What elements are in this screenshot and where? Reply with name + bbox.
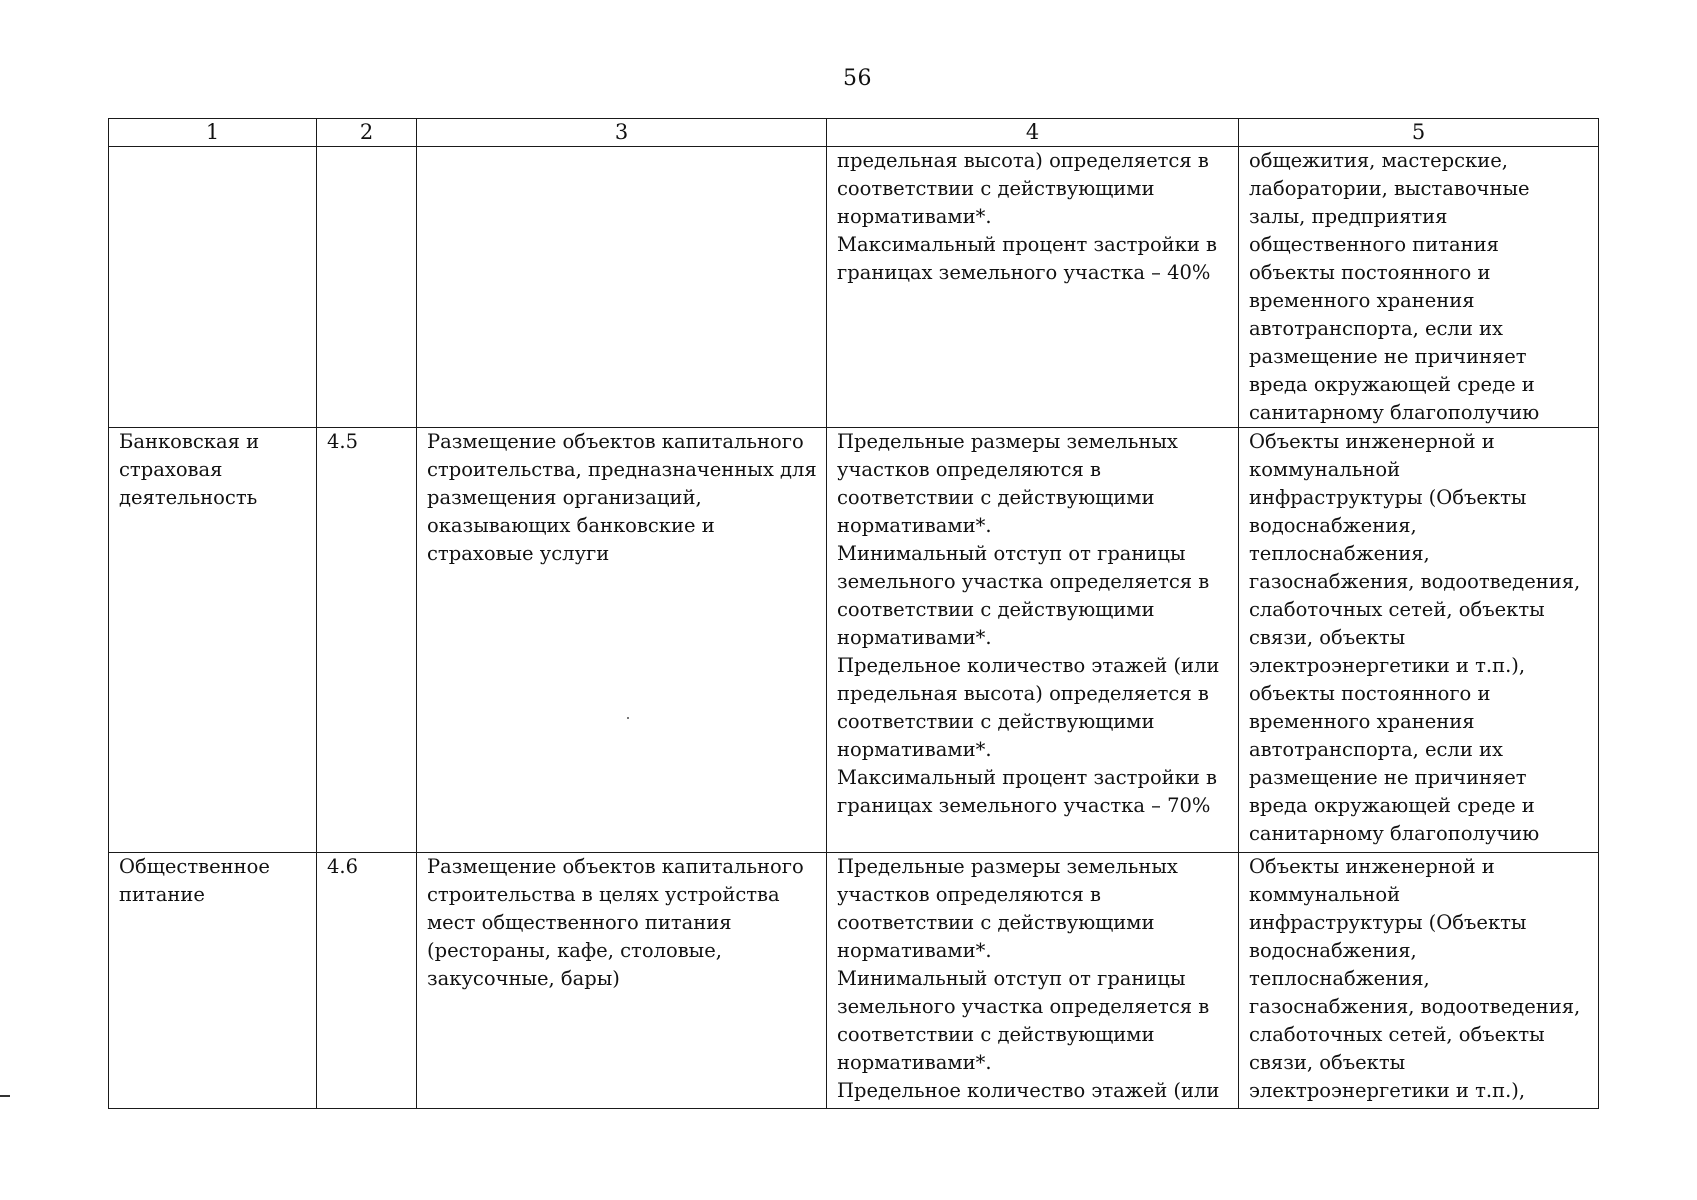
cell-text-line: соответствии с действующими (837, 598, 1155, 621)
cell-text-line: участков определяются в (837, 458, 1101, 481)
cell-text-line: вреда окружающей среде и (1249, 794, 1535, 817)
table-row (109, 147, 1599, 428)
cell-text-line: 4.6 (327, 855, 359, 878)
cell-text-line: нормативами*. (837, 1051, 992, 1074)
cell-text-line: строительства в целях устройства (427, 883, 780, 906)
cell-text-line: соответствии с действующими (837, 1023, 1155, 1046)
cell-text-line: объекты постоянного и (1249, 261, 1491, 284)
cell-text-line: лаборатории, выставочные (1249, 177, 1530, 200)
cell-text-line: связи, объекты (1249, 626, 1406, 649)
cell-text-line: теплоснабжения, (1249, 542, 1430, 565)
description-cell (417, 853, 827, 1109)
header-row (109, 119, 1599, 147)
cell-text-line: деятельность (119, 486, 258, 509)
cell-text-line: водоснабжения, (1249, 939, 1417, 962)
page-number: 56 (843, 66, 872, 91)
description-cell (417, 147, 827, 428)
cell-text-line: предельная высота) определяется в (837, 682, 1209, 705)
column-header-5: 5 (1239, 119, 1599, 147)
cell-text-line: границах земельного участка – 70% (837, 794, 1211, 817)
cell-text-line: Максимальный процент застройки в (837, 233, 1218, 256)
margin-mark (0, 1095, 10, 1097)
cell-text-line: оказывающих банковские и (427, 514, 715, 537)
cell-text-line: Общественное (119, 855, 270, 878)
cell-text-line: размещения организаций, (427, 486, 702, 509)
cell-text-line: нормативами*. (837, 514, 992, 537)
parameters-cell (827, 853, 1239, 1109)
cell-text-line: Предельные размеры земельных (837, 430, 1178, 453)
activity-name-cell (109, 853, 317, 1109)
cell-text-line: соответствии с действующими (837, 911, 1155, 934)
cell-text-line: Размещение объектов капитального (427, 855, 804, 878)
cell-text-line: питание (119, 883, 205, 906)
cell-text-line: санитарному благополучию (1249, 822, 1540, 845)
cell-text-line: объекты постоянного и (1249, 682, 1491, 705)
cell-text-line: предельная высота) определяется в (837, 149, 1209, 172)
cell-text-line: автотранспорта, если их (1249, 317, 1504, 340)
cell-text-line: общественного питания (1249, 233, 1499, 256)
code-cell (317, 147, 417, 428)
cell-text-line: Банковская и (119, 430, 260, 453)
table-row (109, 853, 1599, 1109)
cell-text-line: водоснабжения, (1249, 514, 1417, 537)
cell-text-line: соответствии с действующими (837, 486, 1155, 509)
cell-text-line: электроэнергетики и т.п.), (1249, 1079, 1526, 1102)
cell-text-line: мест общественного питания (427, 911, 732, 934)
cell-text-line: связи, объекты (1249, 1051, 1406, 1074)
activity-name-cell (109, 428, 317, 853)
cell-text-line: санитарному благополучию (1249, 401, 1540, 424)
cell-text-line: Объекты инженерной и (1249, 855, 1495, 878)
cell-text-line: соответствии с действующими (837, 710, 1155, 733)
cell-text-line: автотранспорта, если их (1249, 738, 1504, 761)
cell-text-line: вреда окружающей среде и (1249, 373, 1535, 396)
land-use-table (108, 118, 1599, 1109)
cell-text-line: временного хранения (1249, 710, 1475, 733)
auxiliary-uses-cell (1239, 853, 1599, 1109)
activity-name-cell (109, 147, 317, 428)
cell-text-line: слаботочных сетей, объекты (1249, 598, 1545, 621)
cell-text-line: залы, предприятия (1249, 205, 1448, 228)
cell-text-line: нормативами*. (837, 626, 992, 649)
cell-text-line: слаботочных сетей, объекты (1249, 1023, 1545, 1046)
cell-text-line: строительства, предназначенных для (427, 458, 817, 481)
cell-text-line: Минимальный отступ от границы (837, 542, 1186, 565)
cell-text-line: Предельные размеры земельных (837, 855, 1178, 878)
cell-text-line: страховая (119, 458, 223, 481)
column-header-1: 1 (109, 119, 317, 147)
cell-text-line: размещение не причиняет (1249, 766, 1527, 789)
cell-text-line: нормативами*. (837, 205, 992, 228)
cell-text-line: коммунальной (1249, 883, 1401, 906)
cell-text-line: электроэнергетики и т.п.), (1249, 654, 1526, 677)
cell-text-line: инфраструктуры (Объекты (1249, 911, 1527, 934)
cell-text-line: участков определяются в (837, 883, 1101, 906)
code-cell (317, 428, 417, 853)
cell-text-line: земельного участка определяется в (837, 995, 1210, 1018)
cell-text-line: коммунальной (1249, 458, 1401, 481)
cell-text-line: Минимальный отступ от границы (837, 967, 1186, 990)
parameters-cell (827, 428, 1239, 853)
column-header-4: 4 (827, 119, 1239, 147)
description-cell (417, 428, 827, 853)
cell-text-line: общежития, мастерские, (1249, 149, 1508, 172)
column-header-2: 2 (317, 119, 417, 147)
cell-text-line: временного хранения (1249, 289, 1475, 312)
cell-text-line: нормативами*. (837, 939, 992, 962)
cell-text-line: (рестораны, кафе, столовые, (427, 939, 722, 962)
code-cell (317, 853, 417, 1109)
cell-text-line: границах земельного участка – 40% (837, 261, 1211, 284)
cell-text-line: нормативами*. (837, 738, 992, 761)
cell-text-line: Предельное количество этажей (или (837, 654, 1220, 677)
cell-text-line: теплоснабжения, (1249, 967, 1430, 990)
auxiliary-uses-cell (1239, 147, 1599, 428)
cell-text-line: Максимальный процент застройки в (837, 766, 1218, 789)
cell-text-line: страховые услуги (427, 542, 610, 565)
cell-text-line: Размещение объектов капитального (427, 430, 804, 453)
cell-text-line: 4.5 (327, 430, 359, 453)
cell-text-line: закусочные, бары) (427, 967, 620, 990)
cell-text-line: соответствии с действующими (837, 177, 1155, 200)
scan-speck (627, 717, 629, 719)
column-header-3: 3 (417, 119, 827, 147)
cell-text-line: инфраструктуры (Объекты (1249, 486, 1527, 509)
table-row (109, 428, 1599, 853)
cell-text-line: размещение не причиняет (1249, 345, 1527, 368)
auxiliary-uses-cell (1239, 428, 1599, 853)
parameters-cell (827, 147, 1239, 428)
cell-text-line: газоснабжения, водоотведения, (1249, 570, 1581, 593)
cell-text-line: газоснабжения, водоотведения, (1249, 995, 1581, 1018)
cell-text-line: Объекты инженерной и (1249, 430, 1495, 453)
cell-text-line: земельного участка определяется в (837, 570, 1210, 593)
cell-text-line: Предельное количество этажей (или (837, 1079, 1220, 1102)
